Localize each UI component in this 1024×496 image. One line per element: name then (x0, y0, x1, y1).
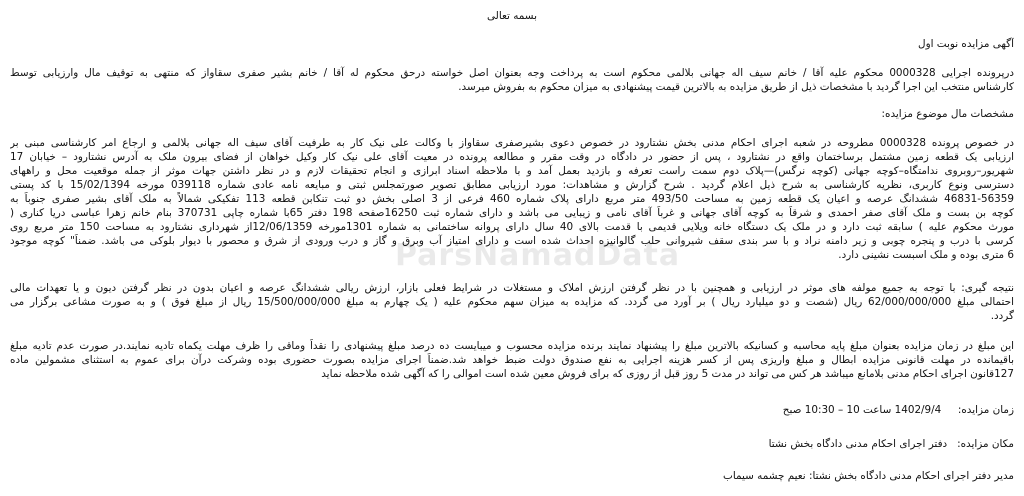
conclusion-line: نتیجه گیری: با توجه به جمیع مولفه های موثر در ارزیابی و همچنین با در نظر گرفتن ارزش املاک و مستغلات در شرایط فعلی بازار، ارزش ریالی ششدانگ عرصه و اعیان بدون در نظر گرفتن دیون و یا تعهدات مالی (10, 282, 1014, 294)
description-line: کوچه بن بست و ملک آقای صفر احمدی و شرقاً به کوچه آقای جهانی و غرباً آقای نامی و زیبایی می باشد و دارای شماره ثبت 16250صفحه 198 دفتر 65با شماره چاپی 370731 بنام خانم زهرا عباسی دریا کناری ( (10, 207, 1014, 219)
description-line: دسترسی ونوع کاربری، نظریه کارشناسی به شرح ذیل اعلام گردید . شرح گزارش و مشاهدات: مورد ارزیابی مطابق تصویر صورتمجلس ثبتی و مبایعه نامه عادی شماره 039118 مورخه 15/02/1394 با کد پستی (10, 179, 1014, 191)
description-line: 6 متری بوده و ملک اسبست نشینی دارد. (838, 249, 1014, 261)
description-line: شهریور–روبروی ندامتگاه–کوچه جهانی (کوچه نرگس)—پلاک دوم سمت راست تعرفه و بازدید بعمل آمد و با ملاحظه اسناد ابرازی و انجام تحقیقات لازم و در نظر داشتن جهات موثر از جمله موقعیت محل و راههای (10, 165, 1014, 177)
terms-line: این مبلغ در زمان مزایده بعنوان مبلغ پایه محاسبه و کسانیکه بالاترین مبلغ را پیشنهاد نمایند برنده مزایده محسوب و میبایست ده درصد مبلغ پیشنهادی را نقداً وماقی را ظرف مهلت یکماه تادیه نمایند.در صورت عدم تادیه مبلغ (10, 340, 1014, 352)
notice-header: بسمه تعالی (487, 10, 537, 22)
notice-title: آگهی مزایده نوبت اول (918, 38, 1014, 50)
signature: مدیر دفتر اجرای احکام مدنی دادگاه بخش نشتا: نعیم چشمه سیماب (723, 470, 1014, 482)
description-line: 46831-56359 ششدانگ عرصه و اعیان یک قطعه زمین به مساحت 493/50 متر مربع دارای پلاک شماره 460 فرعی از 3 اصلی بخش دو ثبت تنکابن قطعه 113 تفکیکی شمالاً به ملک آقای بشیر صفری جنوباً به (10, 193, 1014, 205)
datetime-value: 1402/9/4 ساعت 10 – 10:30 صبح (782, 404, 942, 416)
conclusion-line: گردد. (990, 310, 1014, 322)
section-title: مشخصات مال موضوع مزایده: (881, 108, 1014, 120)
location-value: دفتر اجرای احکام مدنی دادگاه بخش نشتا (768, 438, 948, 450)
conclusion-line: احتمالی مبلغ 62/000/000/000 ریال (شصت و دو میلیارد ریال ) بر آورد می گردد. که مزایده به میزان سهم محکوم علیه ( یک چهارم به مبلغ 15/500/000/000 ریال از مبلغ فوق ) و به صورت مشاعی برگزار می (10, 296, 1014, 308)
intro-line-1: درپرونده اجرایی 0000328 محکوم علیه آقا / خانم سیف اله جهانی بلالمی محکوم است به پرداخت وجه بعنوان اصل خواسته درحق محکوم له آقا / خانم بشیر صفری سقاواز که منتهی به توقیف مال وارزیابی توسط (10, 67, 1014, 79)
auction-datetime (10, 403, 1014, 417)
location-label: مکان مزایده: (957, 438, 1014, 450)
description-line: مورث محکوم علیه ) سابقه ثبت دارد و در ملک یک دستگاه خانه ویلایی قدیمی با قدمت بالای 40 سال دارای پروانه ساختمانی به شماره 1301مورخه 12/06/1359از شهرداری نشتارود به مساحت 150 متر مربع روی (10, 221, 1014, 233)
description-line: کرسی با درب و پنجره چوبی و زیر دامنه نراد و با سر بندی سقف شیروانی حلب گالوانیزه احداث شده است و دارای امتیاز آب وبرق و گاز و درب ورودی از شرق و محصور با دیوار بلوکی می باشد. ضمناً" کوچه موجود (10, 235, 1014, 247)
watermark: ParsNamadData (395, 238, 681, 273)
terms-line: باقیمانده در مهلت قانونی مزایده ابطال و مبلغ واریزی پس از کسر هزینه اجرایی به نفع صندوق دولت ضبط خواهد شد.ضمناً اجرای مزایده بصورت حضوری بوده وشرکت درآن برای عموم به استثنای مشمولین ماده (10, 354, 1014, 366)
description-line: ارزیابی یک قطعه زمین مشتمل برساختمان واقع در نشتارود ، پس از حضور در دادگاه در وقت مقرر و مطالعه پرونده در معیت آقای علی نیک کار وکیل خواهان از فضای بیرون ملک به آدرس نشتارود – خیابان 17 (10, 151, 1014, 163)
auction-location (10, 437, 1014, 451)
intro-line-2: کارشناس منتخب این اجرا گردید با مشخصات ذیل از طریق مزایده به بالاترین قیمت پیشنهادی به میزان محکوم به بفروش میرسد. (458, 81, 1014, 93)
datetime-label: زمان مزایده: (957, 404, 1014, 416)
description-line: در خصوص پرونده 0000328 مطروحه در شعبه اجرای احکام مدنی بخش نشتارود در خصوص دعوی بشیرصفری سقاواز با وکالت علی نیک کار به طرفیت آقای سیف اله جهانی بلالمی و ارجاع امر کارشناسی مبنی بر (10, 137, 1014, 149)
terms-line: 127قانون اجرای احکام مدنی بلامانع میباشد هر کس می تواند در مدت 5 روز قبل از روزی که برای فروش معین شده است اموالی را که آگهی شده ملاحظه نماید (321, 368, 1014, 380)
